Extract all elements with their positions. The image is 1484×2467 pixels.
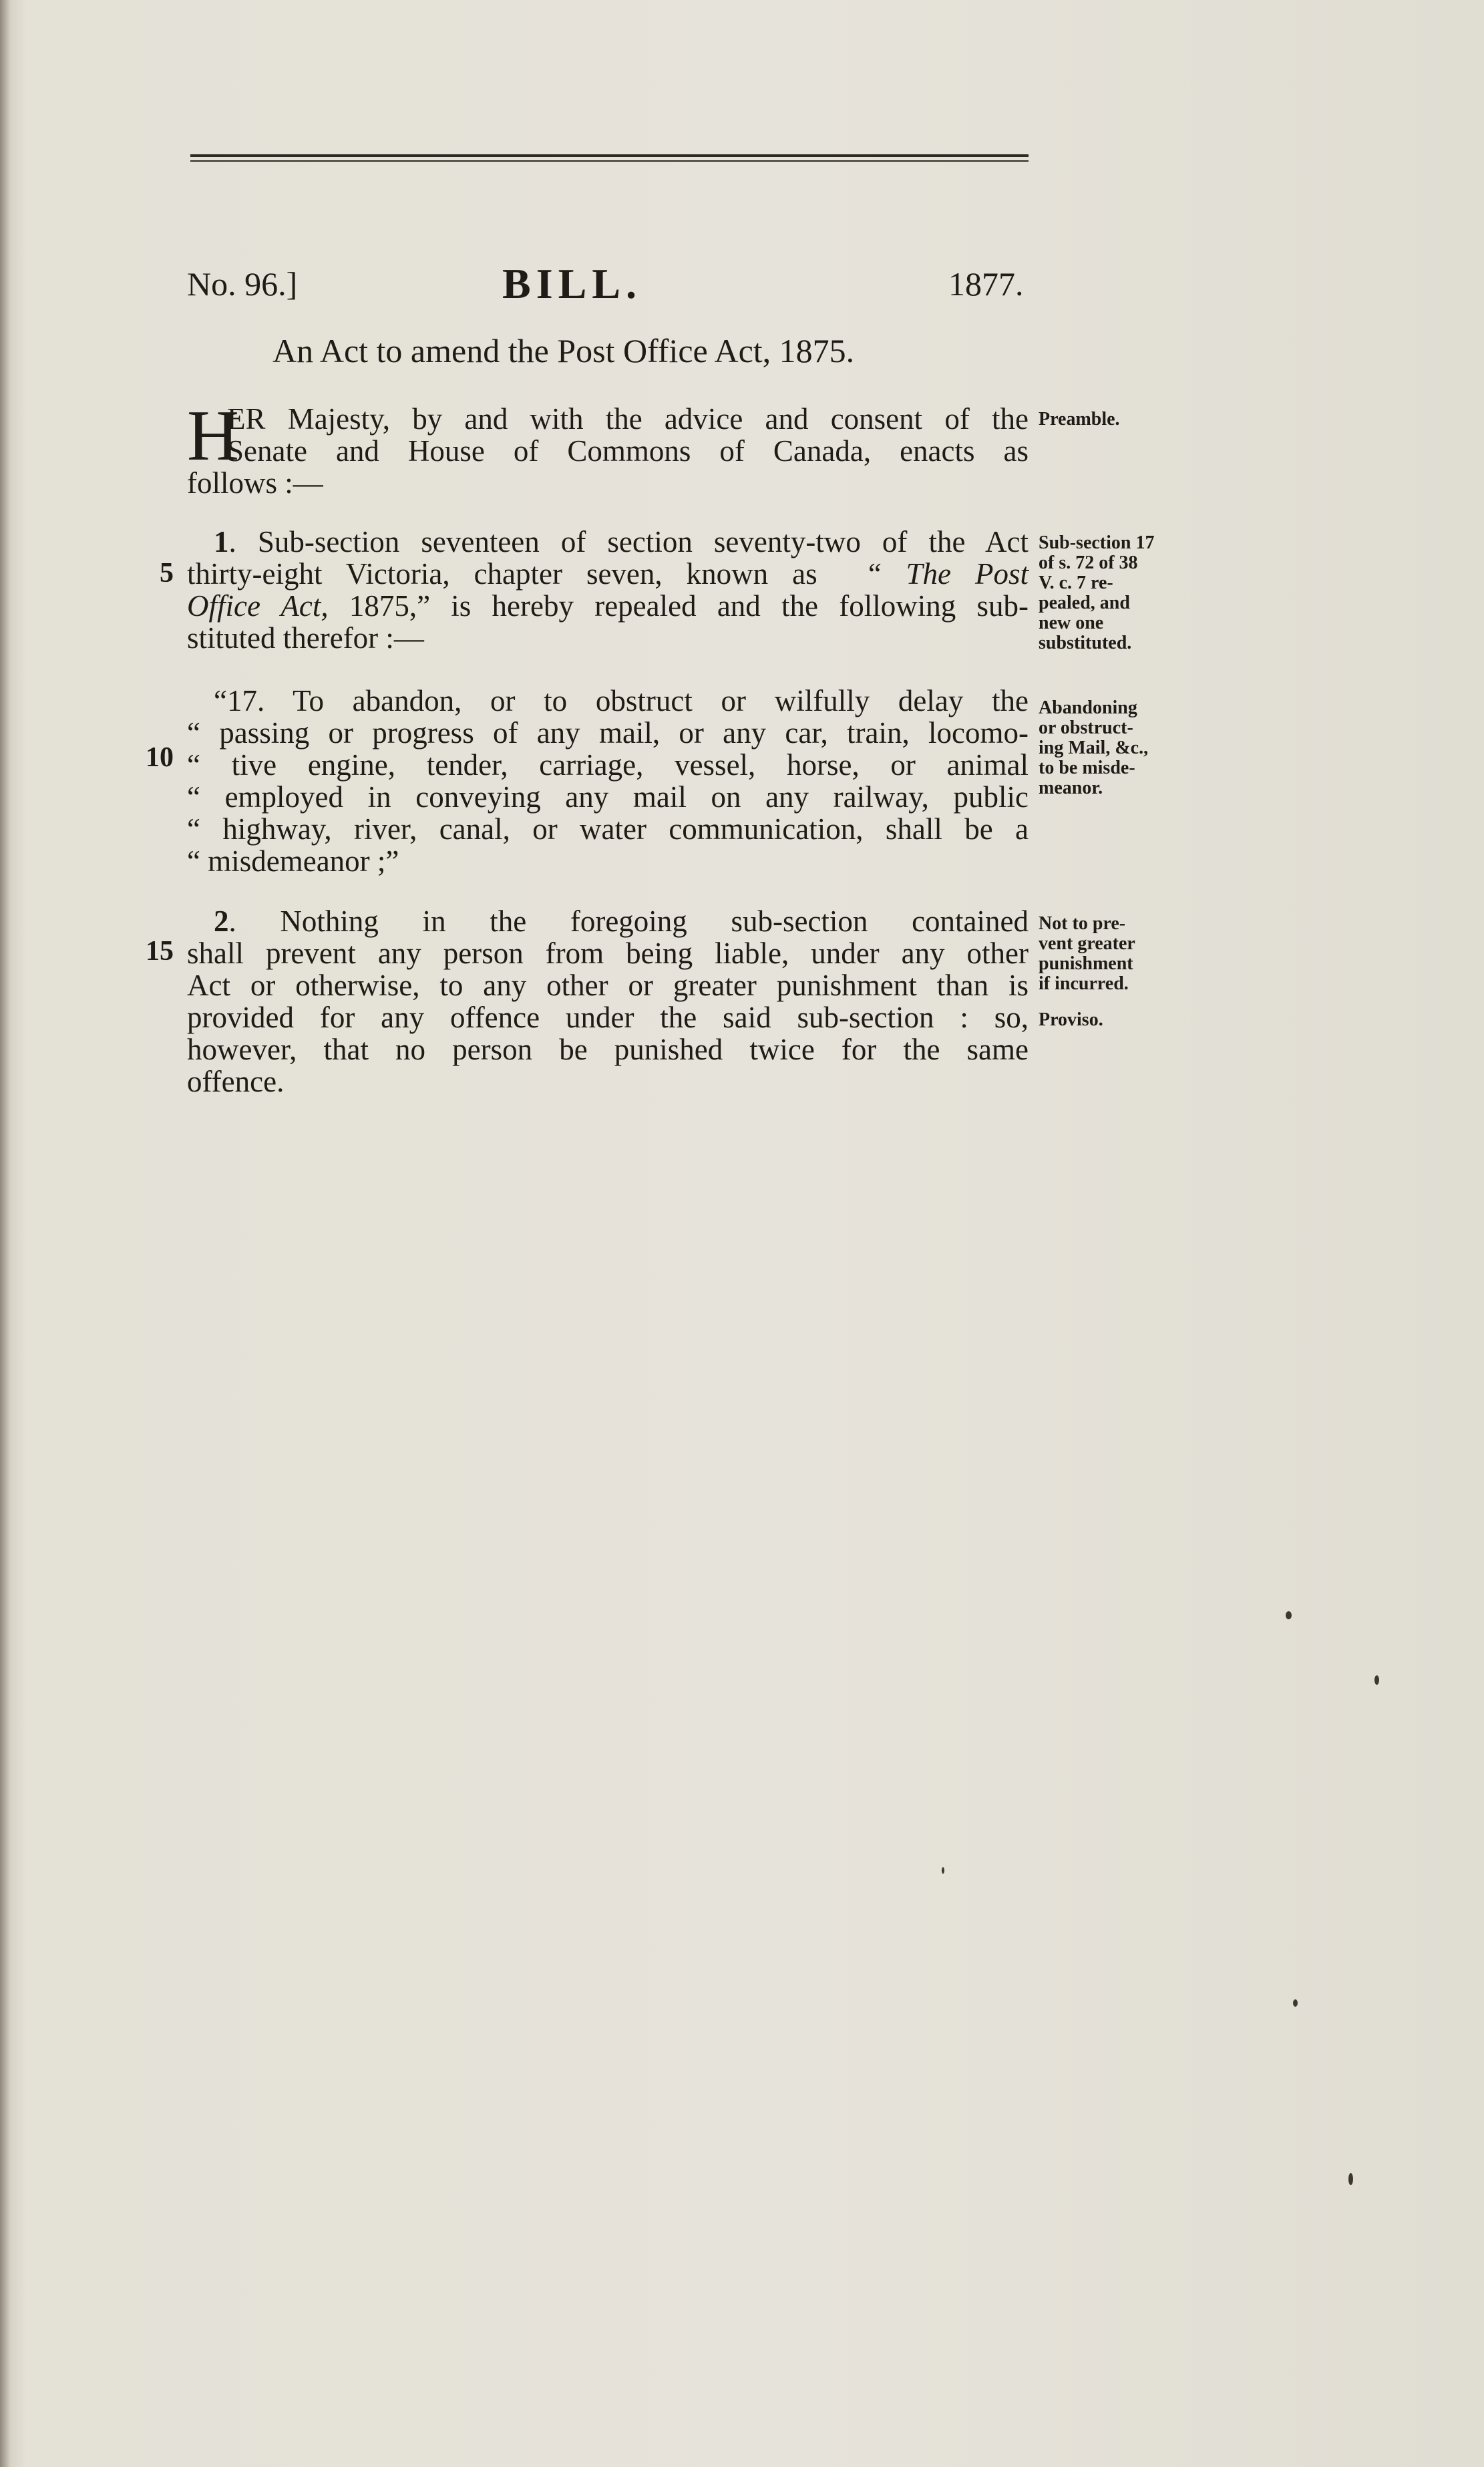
margin-note-section-17 <box>1039 698 1192 798</box>
margin-note-line: V. c. 7 re- <box>1039 572 1113 593</box>
drop-cap: H <box>187 396 239 476</box>
margin-note-line: vent greater <box>1039 933 1135 954</box>
margin-note-section-2 <box>1039 914 1192 994</box>
margin-note-line: Sub-section 17 <box>1039 532 1155 553</box>
section-1-text: 1875,” is hereby repealed and the following sub- <box>328 589 1029 623</box>
section-2-text: . Nothing in the foregoing sub-section contained <box>228 904 1029 938</box>
section-1-text: . Sub-section seventeen of section seventy-two of the Act <box>228 525 1029 558</box>
line-number-15: 15 <box>146 936 174 967</box>
section-2-line: Act or otherwise, to any other or greater punishment than is <box>187 969 1029 1002</box>
section-2-line: however, that no person be punished twice for the same <box>187 1033 1029 1066</box>
section-17-line: “17. To abandon, or to obstruct or wilfully delay the <box>214 684 1029 717</box>
section-17-line: “ tive engine, tender, carriage, vessel, horse, or animal <box>187 748 1029 782</box>
section-1-text: thirty-eight Victoria, chapter seven, known as <box>187 557 817 591</box>
margin-note-line: Not to pre- <box>1039 913 1126 934</box>
top-rule-thick <box>190 154 1029 157</box>
section-17-line: “ misdemeanor ;” <box>187 844 399 878</box>
margin-note-line: ing Mail, &c., <box>1039 737 1149 758</box>
section-1-line: stituted therefor :— <box>187 621 424 655</box>
margin-note-line: meanor. <box>1039 778 1103 798</box>
section-2-line <box>187 905 1029 937</box>
section-1-number: 1 <box>214 525 229 558</box>
section-17-paragraph <box>187 685 1029 877</box>
bill-number: No. 96.] <box>187 265 298 303</box>
bill-subtitle: An Act to amend the Post Office Act, 1875. <box>272 332 855 369</box>
margin-note-line: to be misde- <box>1039 758 1135 778</box>
paper-speck <box>1374 1675 1379 1685</box>
section-2-line: offence. <box>187 1065 285 1098</box>
section-1-paragraph <box>187 526 1029 654</box>
margin-note-line: of s. 72 of 38 <box>1039 552 1138 573</box>
preamble-paragraph <box>187 396 1029 500</box>
section-1-line <box>187 558 1029 590</box>
section-2-number: 2 <box>214 904 229 938</box>
preamble-line: follows :— <box>187 466 323 500</box>
paper-speck <box>1293 1999 1298 2007</box>
section-17-line: “ highway, river, canal, or water communication, shall be a <box>187 812 1029 846</box>
section-1-line <box>187 590 1029 622</box>
margin-note-line: Abandoning <box>1039 697 1137 718</box>
preamble-line: ER Majesty, by and with the advice and consent of the <box>227 402 1029 436</box>
margin-note-section-1 <box>1039 533 1192 653</box>
margin-note-proviso: Proviso. <box>1039 1009 1103 1030</box>
margin-note-line: or obstruct- <box>1039 717 1133 738</box>
margin-note-preamble: Preamble. <box>1039 409 1120 430</box>
margin-note-line: substituted. <box>1039 633 1132 653</box>
section-1-italic: “ The Post <box>865 557 1029 591</box>
margin-note-line: if incurred. <box>1039 973 1129 994</box>
bill-title: BILL. <box>502 260 642 307</box>
bill-year: 1877. <box>948 265 1024 303</box>
top-rule-thin <box>190 160 1029 162</box>
section-2-paragraph <box>187 905 1029 1098</box>
paper-speck <box>1348 2173 1353 2185</box>
paper-speck <box>1286 1611 1292 1619</box>
line-number-5: 5 <box>160 558 174 589</box>
paper-speck <box>942 1867 944 1874</box>
section-2-line: provided for any offence under the said sub-section : so, <box>187 1001 1029 1034</box>
section-17-line: “ employed in conveying any mail on any railway, public <box>187 780 1029 814</box>
binding-shadow <box>0 0 9 2467</box>
section-17-line: “ passing or progress of any mail, or any car, train, locomo- <box>187 716 1029 750</box>
section-1-italic: Office Act, <box>187 589 329 623</box>
margin-note-line: pealed, and <box>1039 593 1130 613</box>
line-number-10: 10 <box>146 742 174 773</box>
preamble-line: Senate and House of Commons of Canada, enacts as <box>227 434 1029 468</box>
section-2-line: shall prevent any person from being liable, under any other <box>187 937 1029 970</box>
section-1-line <box>187 526 1029 558</box>
margin-note-line: new one <box>1039 613 1104 633</box>
margin-note-line: punishment <box>1039 953 1133 974</box>
